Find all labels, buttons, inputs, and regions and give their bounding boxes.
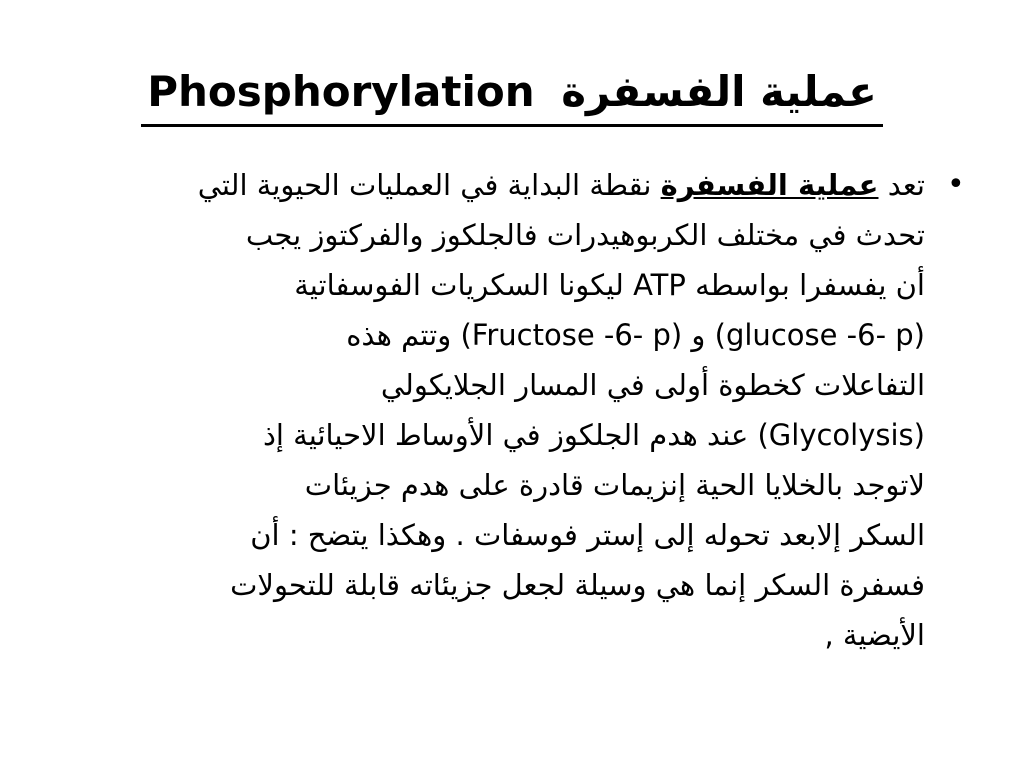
line3-start: أن يفسفرا بواسطه	[695, 268, 925, 302]
body-line-1	[95, 160, 925, 210]
body-paragraph	[95, 160, 925, 660]
atp-term: ATP	[633, 268, 686, 302]
line6-end: عند هدم الجلكوز في الأوساط الاحيائية إذ	[262, 418, 749, 452]
glycolysis-term: (Glycolysis)	[757, 418, 925, 452]
line1-start: تعد	[887, 168, 925, 202]
glucose-phosphate: (glucose -6- p)	[714, 318, 925, 352]
body-line-9: فسفرة السكر إنما هي وسيلة لجعل جزيئاته قابلة للتحولات	[230, 568, 925, 602]
title-underlined	[141, 62, 883, 127]
body-line-3	[95, 260, 925, 310]
line1-end: نقطة البداية في العمليات الحيوية التي	[197, 168, 652, 202]
line3-end: ليكونا السكريات الفوسفاتية	[294, 268, 624, 302]
body-line-10: الأيضية ,	[824, 618, 925, 652]
key-term: عملية الفسفرة	[660, 168, 879, 202]
body-line-6	[95, 410, 925, 460]
title-english: Phosphorylation	[147, 67, 535, 116]
body-line-5: التفاعلات كخطوة أولى في المسار الجلايكولي	[380, 368, 925, 402]
conjunction-wa: و	[691, 318, 706, 352]
line4-end: وتتم هذه	[346, 318, 452, 352]
fructose-phosphate: (Fructose -6- p)	[460, 318, 683, 352]
body-line-8: السكر إلابعد تحوله إلى إستر فوسفات . وهكذا يتضح : أن	[250, 518, 925, 552]
slide-title	[0, 62, 1024, 127]
title-arabic: عملية الفسفرة	[561, 67, 877, 116]
body-line-7: لاتوجد بالخلايا الحية إنزيمات قادرة على هدم جزيئات	[304, 468, 925, 502]
bullet-marker: •	[947, 167, 965, 202]
body-line-4	[95, 310, 925, 360]
body-line-2: تحدث في مختلف الكربوهيدرات فالجلكوز والفركتوز يجب	[245, 218, 925, 252]
